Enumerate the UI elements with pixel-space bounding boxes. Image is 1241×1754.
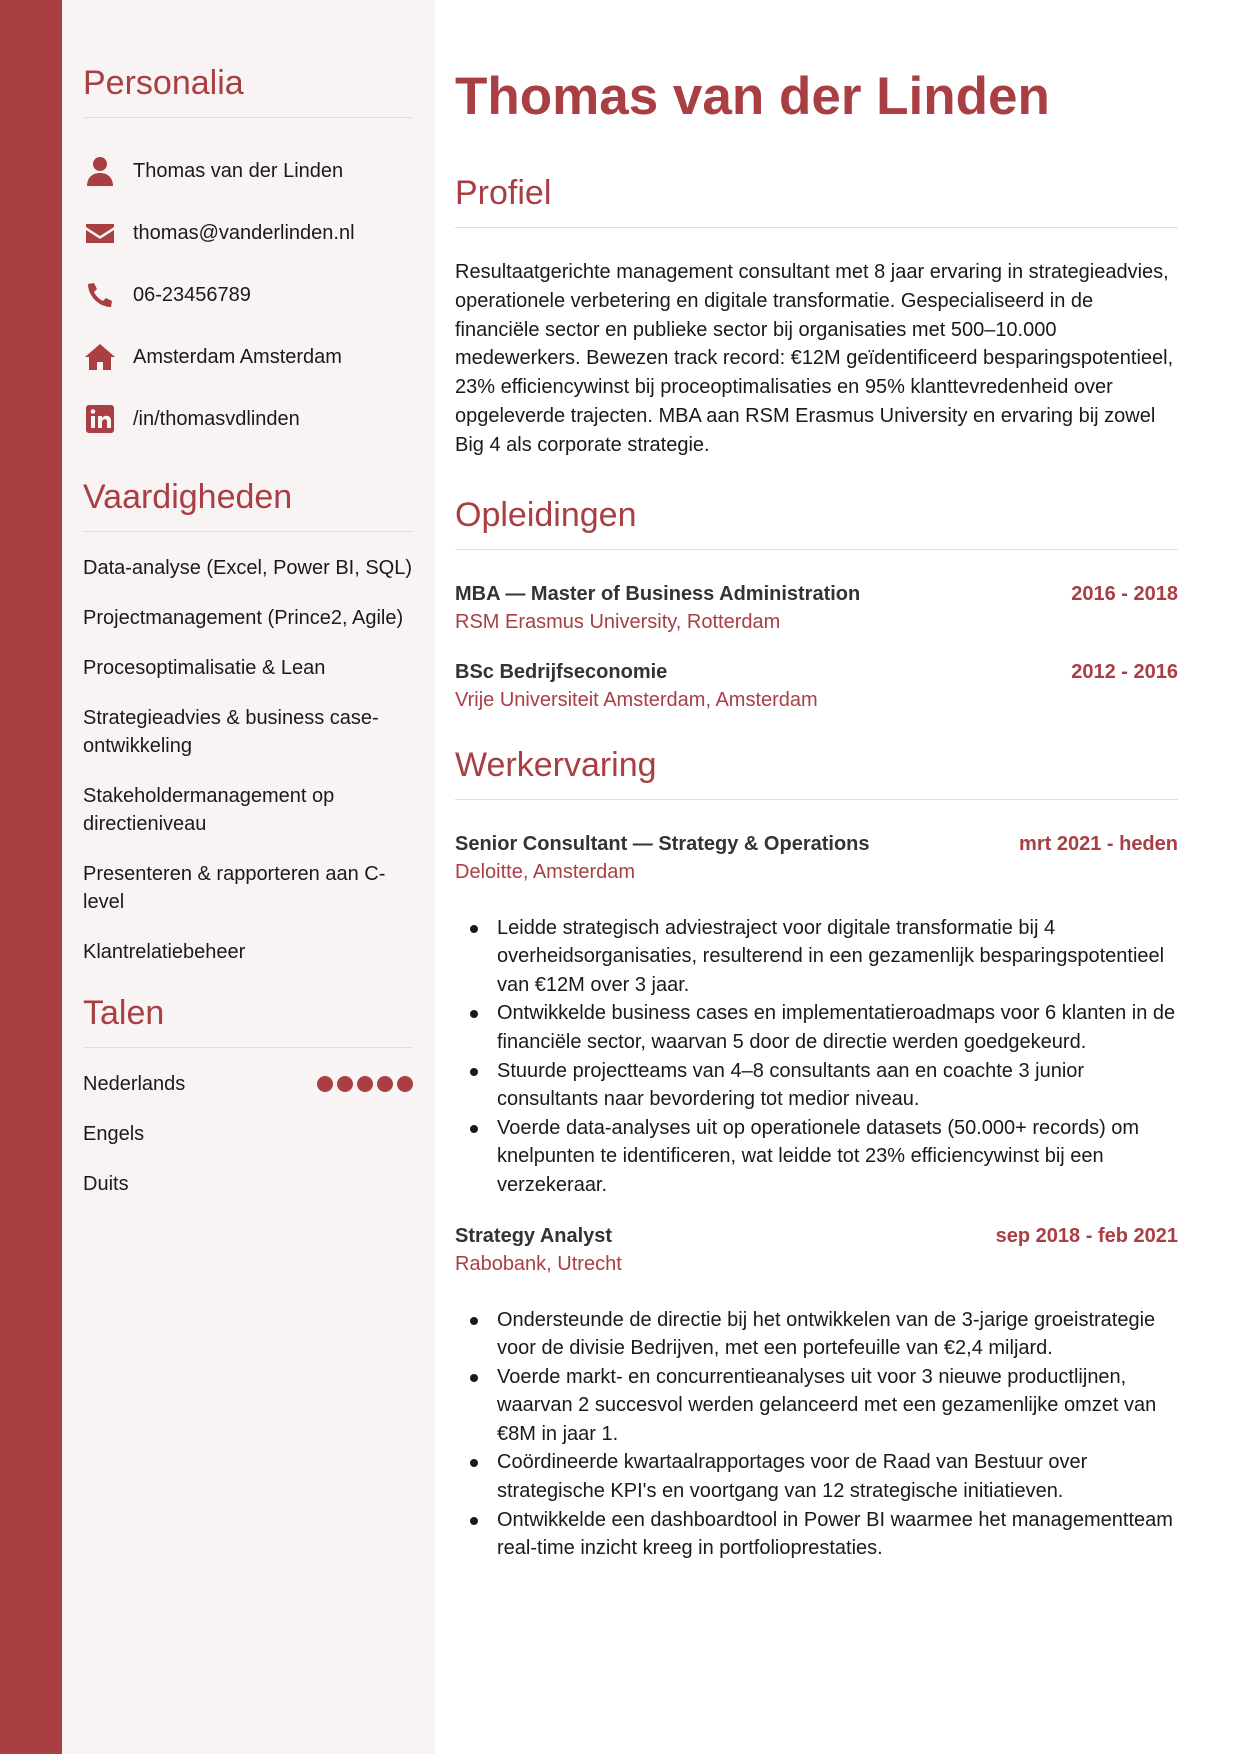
level-dot — [357, 1076, 373, 1092]
language-item — [83, 1070, 413, 1098]
contact-email-text[interactable]: thomas@vanderlinden.nl — [133, 221, 355, 244]
experience-heading: Werkervaring — [455, 746, 1178, 800]
skill-item: Strategieadvies & business case-ontwikkeling — [83, 707, 379, 757]
main-content — [435, 0, 1241, 1754]
level-dot — [397, 1076, 413, 1092]
contact-email[interactable] — [83, 202, 413, 264]
education-title: BSc Bedrijfseconomie — [455, 660, 668, 683]
candidate-name: Thomas van der Linden — [455, 67, 1050, 126]
job-bullet: Voerde data-analyses uit op operationele datasets (50.000+ records) om knelpunten te identificeren, wat leidde tot 23% efficiencywinst bij een verzekeraar. — [455, 1114, 1178, 1200]
job-bullet: Ondersteunde de directie bij het ontwikkelen van de 3-jarige groeistrategie voor de divisie Bedrijven, met een portefeuille van €2,4 miljard. — [455, 1306, 1178, 1363]
job-bullet: Ontwikkelde een dashboardtool in Power BI waarmee het managementteam real-time inzicht kreeg in portfolioprestaties. — [455, 1506, 1178, 1563]
contact-phone[interactable] — [83, 264, 413, 326]
level-dot — [317, 1076, 333, 1092]
job-dates: mrt 2021 - heden — [1019, 832, 1178, 855]
job-title: Senior Consultant — Strategy & Operations — [455, 832, 870, 855]
level-dot — [377, 1076, 393, 1092]
language-name: Nederlands — [83, 1072, 186, 1095]
skill-item: Procesoptimalisatie & Lean — [83, 657, 326, 679]
contact-linkedin-text[interactable]: /in/thomasvdlinden — [133, 407, 300, 430]
job-dates: sep 2018 - feb 2021 — [995, 1224, 1178, 1247]
profile-heading: Profiel — [455, 174, 1178, 228]
contact-address-text: Amsterdam Amsterdam — [133, 345, 342, 368]
language-level — [317, 1076, 413, 1092]
linkedin-icon — [83, 402, 117, 436]
language-item — [83, 1170, 413, 1198]
job-entry — [455, 830, 1178, 1200]
education-dates: 2012 - 2016 — [1071, 660, 1178, 683]
education-entry — [455, 580, 1178, 636]
contact-phone-text[interactable]: 06-23456789 — [133, 283, 251, 306]
job-bullet: Voerde markt- en concurrentieanalyses uit voor 3 nieuwe productlijnen, waarvan 2 succesvol werden gelanceerd met een gezamenlijke omzet van €8M in jaar 1. — [455, 1363, 1178, 1449]
education-heading: Opleidingen — [455, 496, 1178, 550]
education-entry — [455, 658, 1178, 714]
job-bullet: Leidde strategisch adviestraject voor digitale transformatie bij 4 overheidsorganisaties, resulterend in een gezamenlijk besparingspotentieel van €12M over 3 jaar. — [455, 914, 1178, 1000]
personalia-heading: Personalia — [83, 64, 413, 118]
education-dates: 2016 - 2018 — [1071, 582, 1178, 605]
contact-linkedin[interactable] — [83, 388, 413, 450]
home-icon — [83, 340, 117, 374]
job-entry — [455, 1222, 1178, 1563]
contact-name — [83, 140, 413, 202]
phone-icon — [83, 278, 117, 312]
contact-name-text: Thomas van der Linden — [133, 159, 344, 182]
job-bullet: Stuurde projectteams van 4–8 consultants aan en coachte 3 junior consultants naar bevordering tot medior niveau. — [455, 1057, 1178, 1114]
skill-item: Klantrelatiebeheer — [83, 941, 246, 963]
contact-address — [83, 326, 413, 388]
education-institution: RSM Erasmus University, Rotterdam — [455, 610, 781, 633]
language-item — [83, 1120, 413, 1148]
skills-heading: Vaardigheden — [83, 478, 413, 532]
languages-heading: Talen — [83, 994, 413, 1048]
job-bullet: Ontwikkelde business cases en implementatieroadmaps voor 6 klanten in de financiële sector, waarvan 5 door de directie werden goedgekeurd. — [455, 999, 1178, 1056]
accent-stripe — [0, 0, 62, 1754]
skill-item: Presenteren & rapporteren aan C-level — [83, 863, 386, 913]
job-bullets — [455, 1306, 1178, 1563]
job-employer: Rabobank, Utrecht — [455, 1252, 622, 1275]
profile-text: Resultaatgerichte management consultant met 8 jaar ervaring in strategieadvies, operationele verbetering en digitale transformatie. Gespecialiseerd in de financiële sector en publieke sector bij organisaties met 500–10.000 medewerkers. Bewezen track record: €12M geïdentificeerd besparingspotentieel, 23% efficiencywinst bij proceoptimalisaties en 95% klanttevredenheid over opgeleverde trajecten. MBA aan RSM Erasmus University en ervaring bij zowel Big 4 als corporate strategie. — [455, 261, 1174, 456]
sidebar — [62, 0, 435, 1754]
skill-item: Stakeholdermanagement op directieniveau — [83, 785, 335, 835]
language-name: Engels — [83, 1122, 145, 1145]
level-dot — [337, 1076, 353, 1092]
education-institution: Vrije Universiteit Amsterdam, Amsterdam — [455, 688, 818, 711]
language-name: Duits — [83, 1172, 129, 1195]
job-bullet: Coördineerde kwartaalrapportages voor de Raad van Bestuur over strategische KPI's en voortgang van 12 strategische initiatieven. — [455, 1448, 1178, 1505]
skill-item: Data-analyse (Excel, Power BI, SQL) — [83, 557, 413, 579]
job-bullets — [455, 914, 1178, 1200]
person-icon — [83, 154, 117, 188]
skill-item: Projectmanagement (Prince2, Agile) — [83, 607, 404, 629]
education-title: MBA — Master of Business Administration — [455, 582, 861, 605]
envelope-icon — [83, 216, 117, 250]
job-employer: Deloitte, Amsterdam — [455, 860, 636, 883]
job-title: Strategy Analyst — [455, 1224, 613, 1247]
